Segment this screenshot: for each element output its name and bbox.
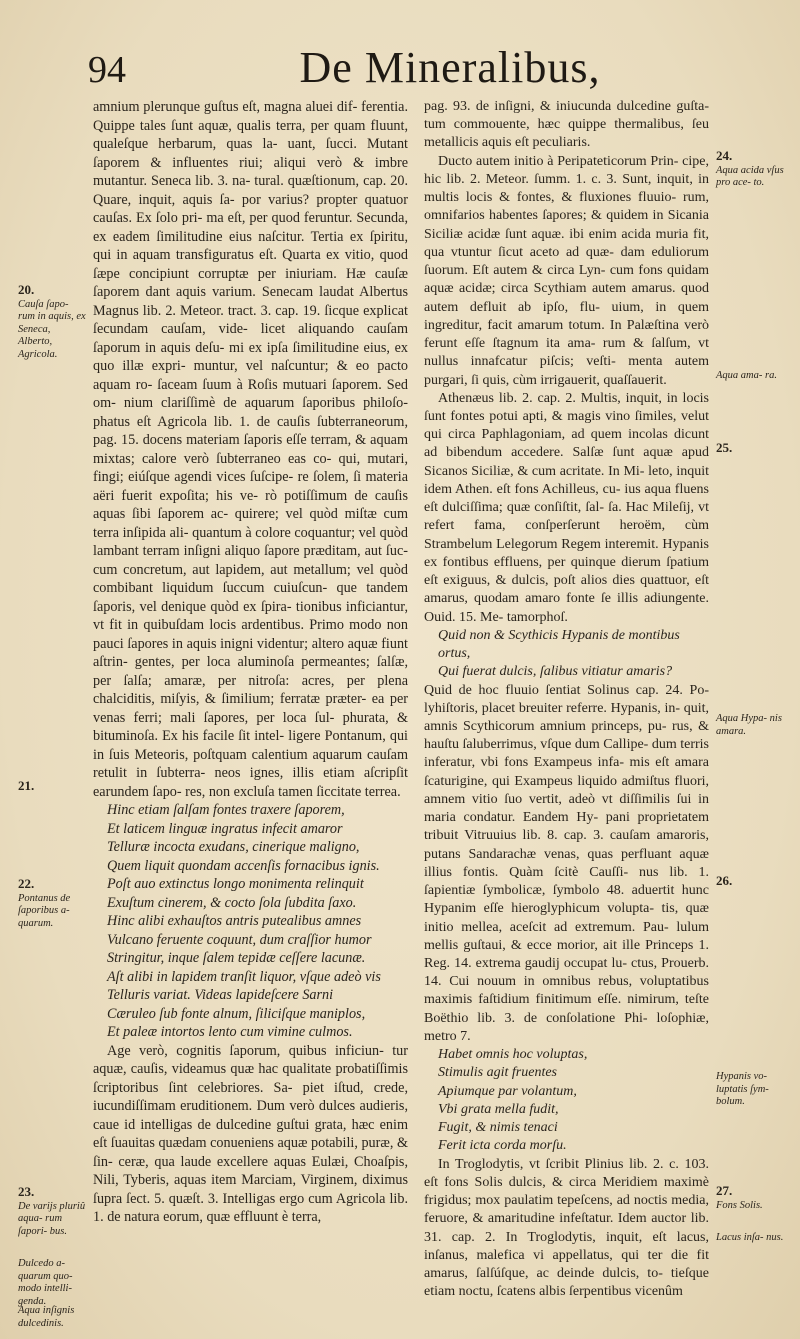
verse-line: Apiumque par volantum, <box>438 1083 577 1099</box>
verse-line: Telluræ incocta exudans, cinerique maligno, <box>107 839 360 855</box>
margin-note-number: 21. <box>18 778 35 793</box>
margin-note-text: Cauſa ſapo- rum in aquis, ex Seneca, Alberto, Agricola. <box>18 298 86 360</box>
verse-line: Hinc etiam ſalſam fontes traxere ſaporem, <box>107 802 345 818</box>
margin-note-number: 22. <box>18 876 35 891</box>
verse-line: Vulcano feruente coquunt, dum craſſior humor <box>107 931 372 948</box>
verse-line: Habet omnis hoc voluptas, <box>438 1047 588 1063</box>
verse-quotation <box>424 627 709 682</box>
left-text-column <box>93 98 408 1227</box>
margin-note-text: Aqua Hypa- nis amara. <box>716 713 782 737</box>
verse-line: Ferit icta corda morſu. <box>438 1138 567 1154</box>
margin-note-text: Aqua ama- ra. <box>716 370 777 381</box>
verse-line: Et paleæ intortos lento cum vimine culmos. <box>107 1024 353 1040</box>
verse-line: Fugit, & nimis tenaci <box>438 1120 558 1136</box>
text-paragraph: In Troglodytis, vt ſcribit Plinius lib. 2. c. 103. eſt fons Solis dulcis, & circa Meridiem maximè frigidus; mox paulatim tepeſcens, ad noctis media, feruore, & amaritudine infeſtatur. Idem auctor lib. 31. cap. 2. In Troglodytis, inquit, eſt lacus, inſanus, malefica vi appellatus, qui ter die fit amarus, ſalſúſque, ac deinde dulcis, to- tieſque etiam noctu, ſcatens albis ſerpentibus vicenûm <box>424 1156 709 1300</box>
margin-note-number: 20. <box>18 282 35 297</box>
margin-note-left <box>18 780 86 795</box>
margin-note-text: Aqua inſignis dulcedinis. <box>18 1305 75 1329</box>
margin-note-right <box>716 442 786 457</box>
page-header <box>0 40 800 90</box>
margin-note-right <box>716 370 786 383</box>
margin-note-right <box>716 1071 786 1109</box>
text-paragraph: pag. 93. de inſigni, & iniucunda dulcedine guſta- tum commouente, hæc quippe thermalibus, ſeu metallicis aquis eſt peculiaris. <box>424 99 709 151</box>
margin-note-text: Fons Solis. <box>716 1199 763 1211</box>
text-paragraph: Age verò, cognitis ſaporum, quibus inficiun- tur aquæ, cauſis, videamus quæ hac qualitate probatiſſimis ſcriptoribus ſint celebriores. Sa- piet iſtud, crede, iucundiſſimam eruditionem. Dum verò dulces audieris, caue id intelligas de dulcedine guſtui grata, hæc enim eſt ſuauitas quædam conueniens aquæ potabili, puræ, & ſin- ceræ, qua laude excellere aquas Eulæi, Choaſpis, Nili, Tyberis, aquas item Marciam, Virginem, diximus ſupra ſect. 5. quæſt. 3. Intelligas ergo cum Agricola lib. 1. de natura eorum, quæ effluunt è terra, <box>93 1042 408 1225</box>
margin-note-right <box>716 875 786 890</box>
margin-note-number: 27. <box>716 1183 733 1198</box>
verse-line: Poſt auo extinctus longo monimenta relinquit <box>107 876 364 892</box>
verse-line: Hinc alibi exhauſtos antris putealibus amnes <box>107 913 362 929</box>
margin-note-right <box>716 150 786 190</box>
verse-line: Stimulis agit fruentes <box>438 1065 557 1081</box>
margin-note-number: 26. <box>716 873 733 888</box>
verse-quotation <box>93 801 408 1042</box>
verse-line: Vbi grata mella fudit, <box>438 1101 559 1117</box>
margin-note-right <box>716 713 786 738</box>
margin-note-number: 23. <box>18 1184 35 1199</box>
margin-note-left <box>18 284 86 361</box>
margin-note-left <box>18 878 86 930</box>
verse-line: Exuſtum cinerem, & cocto ſola ſubdita ſaxo. <box>107 894 357 911</box>
running-title: De Mineralibus, <box>299 43 601 92</box>
text-paragraph: Quid de hoc fluuio ſentiat Solinus cap. 24. Po- lyhiſtoris, placet breuiter referre. Hypanis, in- quit, amnis Scythicorum amnium princeps, pu- rus, & hauſtu ſaluberrimus, vſque dum Callipe- dum terris inferatur, vbi fons Exampeus infa- mis eſt amara ſcaturigine, qui Exampeus liquido admiſtus fluori, amnem vitio ſuo vertit, adeò vt diſſimilis ſui in maria condatur. Eandem Hy- pani proprietatem tribuit Vitruuius lib. 8. cap. 3. cauſam amaroris, putans Sandarachæ venas, quas perfluant aquæ illius fontis. Quàm ſcitè Cauſſi- nus lib. 1. ſapientiæ ſymbolicæ, ſymbolo 48. aduertit hunc Hypanim eſſe hieroglyphicum volupta- tis, quæ initio mellea, aceſcit ad extremum. Pau- lulum mellis guſtaui, & ecce morior, ait ille Princeps 1. Reg. 14. extrema gaudij occupat lu- ctus, Prouerb. 14. Cui nouum in omnibus rebus, voluptatibus maximis faſtidium finitimum eſſe. nimirum, teſte Boëthio lib. 3. de conſolatione Phi- loſophiæ, metro 7. <box>424 682 709 1044</box>
margin-note-right <box>716 1185 786 1212</box>
verse-line: Quem liquit quondam accenſis fornacibus ignis. <box>107 857 380 874</box>
page-number: 94 <box>88 49 126 91</box>
margin-note-left <box>18 1305 86 1330</box>
margin-note-text: Hypanis vo- luptatis ſym- bolum. <box>716 1071 769 1107</box>
text-paragraph: Athenæus lib. 2. cap. 2. Multis, inquit, in locis ſunt fontes potui apti, & magis vino ſimiles, velut qui circa Paphlagoniam, ad quem incolas dicunt ad bibendum accedere. Salſæ ſunt aquæ apud Sicanos Siciliæ, & cum acritate. In Mi- leto, inquit idem Athen. eſt fons Achilleus, cu- ius aqua fluens eſt dulciſſima; quæ conſiſtit, ſal- ſa. Hac Mileſij, vt refert fama, conſperſerunt heroëm, cùm Strambelum Lelegorum Regem interemit. Hypanis ex fontibus effluens, per quinque dierum ſpatium eſt exiguus, & dulcis, poſt alios dies quattuor, eſt amarus, quodam amaro fonte ſe illis adiungente. Ouid. 15. Me- tamorphoſ. <box>424 390 709 625</box>
margin-note-left <box>18 1186 86 1238</box>
verse-line: Cæruleo ſub fonte alnum, ſiliciſque maniplos, <box>107 1005 366 1022</box>
margin-note-text: Aqua acida vſus pro ace- to. <box>716 164 784 188</box>
verse-line: Aſt alibi in lapidem tranſit liquor, vſque adeò vis <box>107 968 381 985</box>
verse-line: Stringitur, inque ſalem tepidæ ceſſere lacunæ. <box>107 950 366 966</box>
margin-note-text: De varijs pluriû aqua- rum ſapori- bus. <box>18 1200 86 1237</box>
verse-quotation <box>424 1046 709 1155</box>
text-paragraph: Ducto autem initio à Peripateticorum Prin- cipe, hic lib. 2. Meteor. ſumm. 1. c. 3. Sunt, inquit, in multis locis & fontes, & fluxiones fluuio- rum, omnifarios habentes ſapores; & quidem in Sicania Siciliæ acidæ ſunt aquæ. ibi enim acida muria fit, qua vtuntur ſicut aceto ad quæ- dam eduliorum ſuorum. Eſt autem & circa Lyn- cum fons quidam aquæ acidæ; circa Scythiam autem amarus. quod autem defluit ab ipſo, flu- uium, in quem ingreditur, facit amarum totum. In Palæſtina verò ferunt eſſe ſtagnum ita ama- rum & ſalſum, vt nullus innafcatur piſcis; veſti- menta autem purgari, ſi quis, cùm irrigauerit, quaſſauerit. <box>424 153 709 388</box>
margin-note-text: Lacus inſa- nus. <box>716 1232 784 1243</box>
margin-note-number: 25. <box>716 440 733 455</box>
margin-note-text: Pontanus de ſaporibus a- quarum. <box>18 892 71 929</box>
margin-note-right <box>716 1232 786 1245</box>
verse-line: Qui fuerat dulcis, ſalibus vitiatur amaris? <box>438 664 673 680</box>
text-paragraph: amnium plerunque guſtus eſt, magna aluei dif- ferentia. Quippe tales ſunt aquæ, qualis terra, per quam fluunt, qualeſque herbarum, quas la- uant, ſucci. Mutant ſaporem & influentes riui; aliqui verò & imbre mutantur. Seneca lib. 3. na- tural. quæſtionum, cap. 20. Quare, inquit, aquis ſa- por varius? propter quatuor cauſas. Ex ſolo pri- ma eſt, per quod feruntur. Secunda, ex eadem ſimilitudine eius naſcitur. Tertia ex ſpiritu, qui in aquam transfiguratus eſt. Quarta ex vitio, quod ſæpe concipiunt corruptæ per iniuriam. Hæ cauſæ ſaporem dant aquis varium. Senecam laudat Albertus Magnus lib. 2. Meteor. tract. 3. cap. 19. ſicque explicat ſecundam cauſam, vide- licet aliquando cauſam ſaporum in aquis deſu- mi ex ipſa ſimilitudine eius, ex quo illæ expri- muntur, vel naſcuntur; & eo pacto aquam ro- ſaceam ſuum à Roſis mutuari ſaporem. Sed om- nium clariſſimè de aquarum ſaporibus philoſo- phatus eſt Agricola lib. 1. de cauſis ſubterraneorum, pag. 15. docens materiam ſaporis eſſe terram, & aquam mixtas; calore verò ſubterraneo eas co- qui, mutari, fingi; eiúſque agendi vices ſuſcipe- re ſolem, ſi materia aëri fuerit expoſita; his ve- rò potiſſimum de cauſis aquas ſibi ſaporem ac- quirere; vel quòd miſtæ cum terra inſipida ali- quantum à colore coquantur; vel quòd lambant terram inſigni aliquo ſapore præditam, aut ſuc- cum concretum, aut lapidem, aut metallum; vel quòd combibant liquidum ſuccum cuiuſcun- que tandem ſaporis, vel denique quòd ex ſpira- tionibus inficiantur, vt fit in quibuſdam locis ardentibus. Primo modo non pauci ſapores in aquis inigni videntur; altero aquæ fiunt aſtrin- gentes, per loca aluminoſa permeantes; ſalſæ, per ſalſa; amaræ, per nitroſa: acres, per plena chalciditis, miſyis, & ſimilium; ferratæ præter- ea per venas ferri; mali ſapores, per loca ſul- phurata, & bituminoſa. Ex his facile ſit intel- ligere Pontanum, qui in ſuis Meteoris, poſtquam calentium aquarum cauſam retulit in ſubterra- neos ignes, illis etiam aſcripſit earundem ſapo- res, non excluſa tamen ſiccitate terrea. <box>93 99 408 800</box>
verse-line: Et laticem linguæ ingratus infecit amaror <box>107 820 343 837</box>
right-text-column <box>424 98 709 1301</box>
margin-note-text: Dulcedo a- quarum quo- modo intelli- genda. <box>18 1258 73 1307</box>
margin-note-number: 24. <box>716 148 733 163</box>
margin-note-left <box>18 1258 86 1308</box>
verse-line: Quid non & Scythicis Hypanis de montibus ortus, <box>438 627 680 662</box>
verse-line: Telluris variat. Videas lapideſcere Sarni <box>107 987 334 1003</box>
